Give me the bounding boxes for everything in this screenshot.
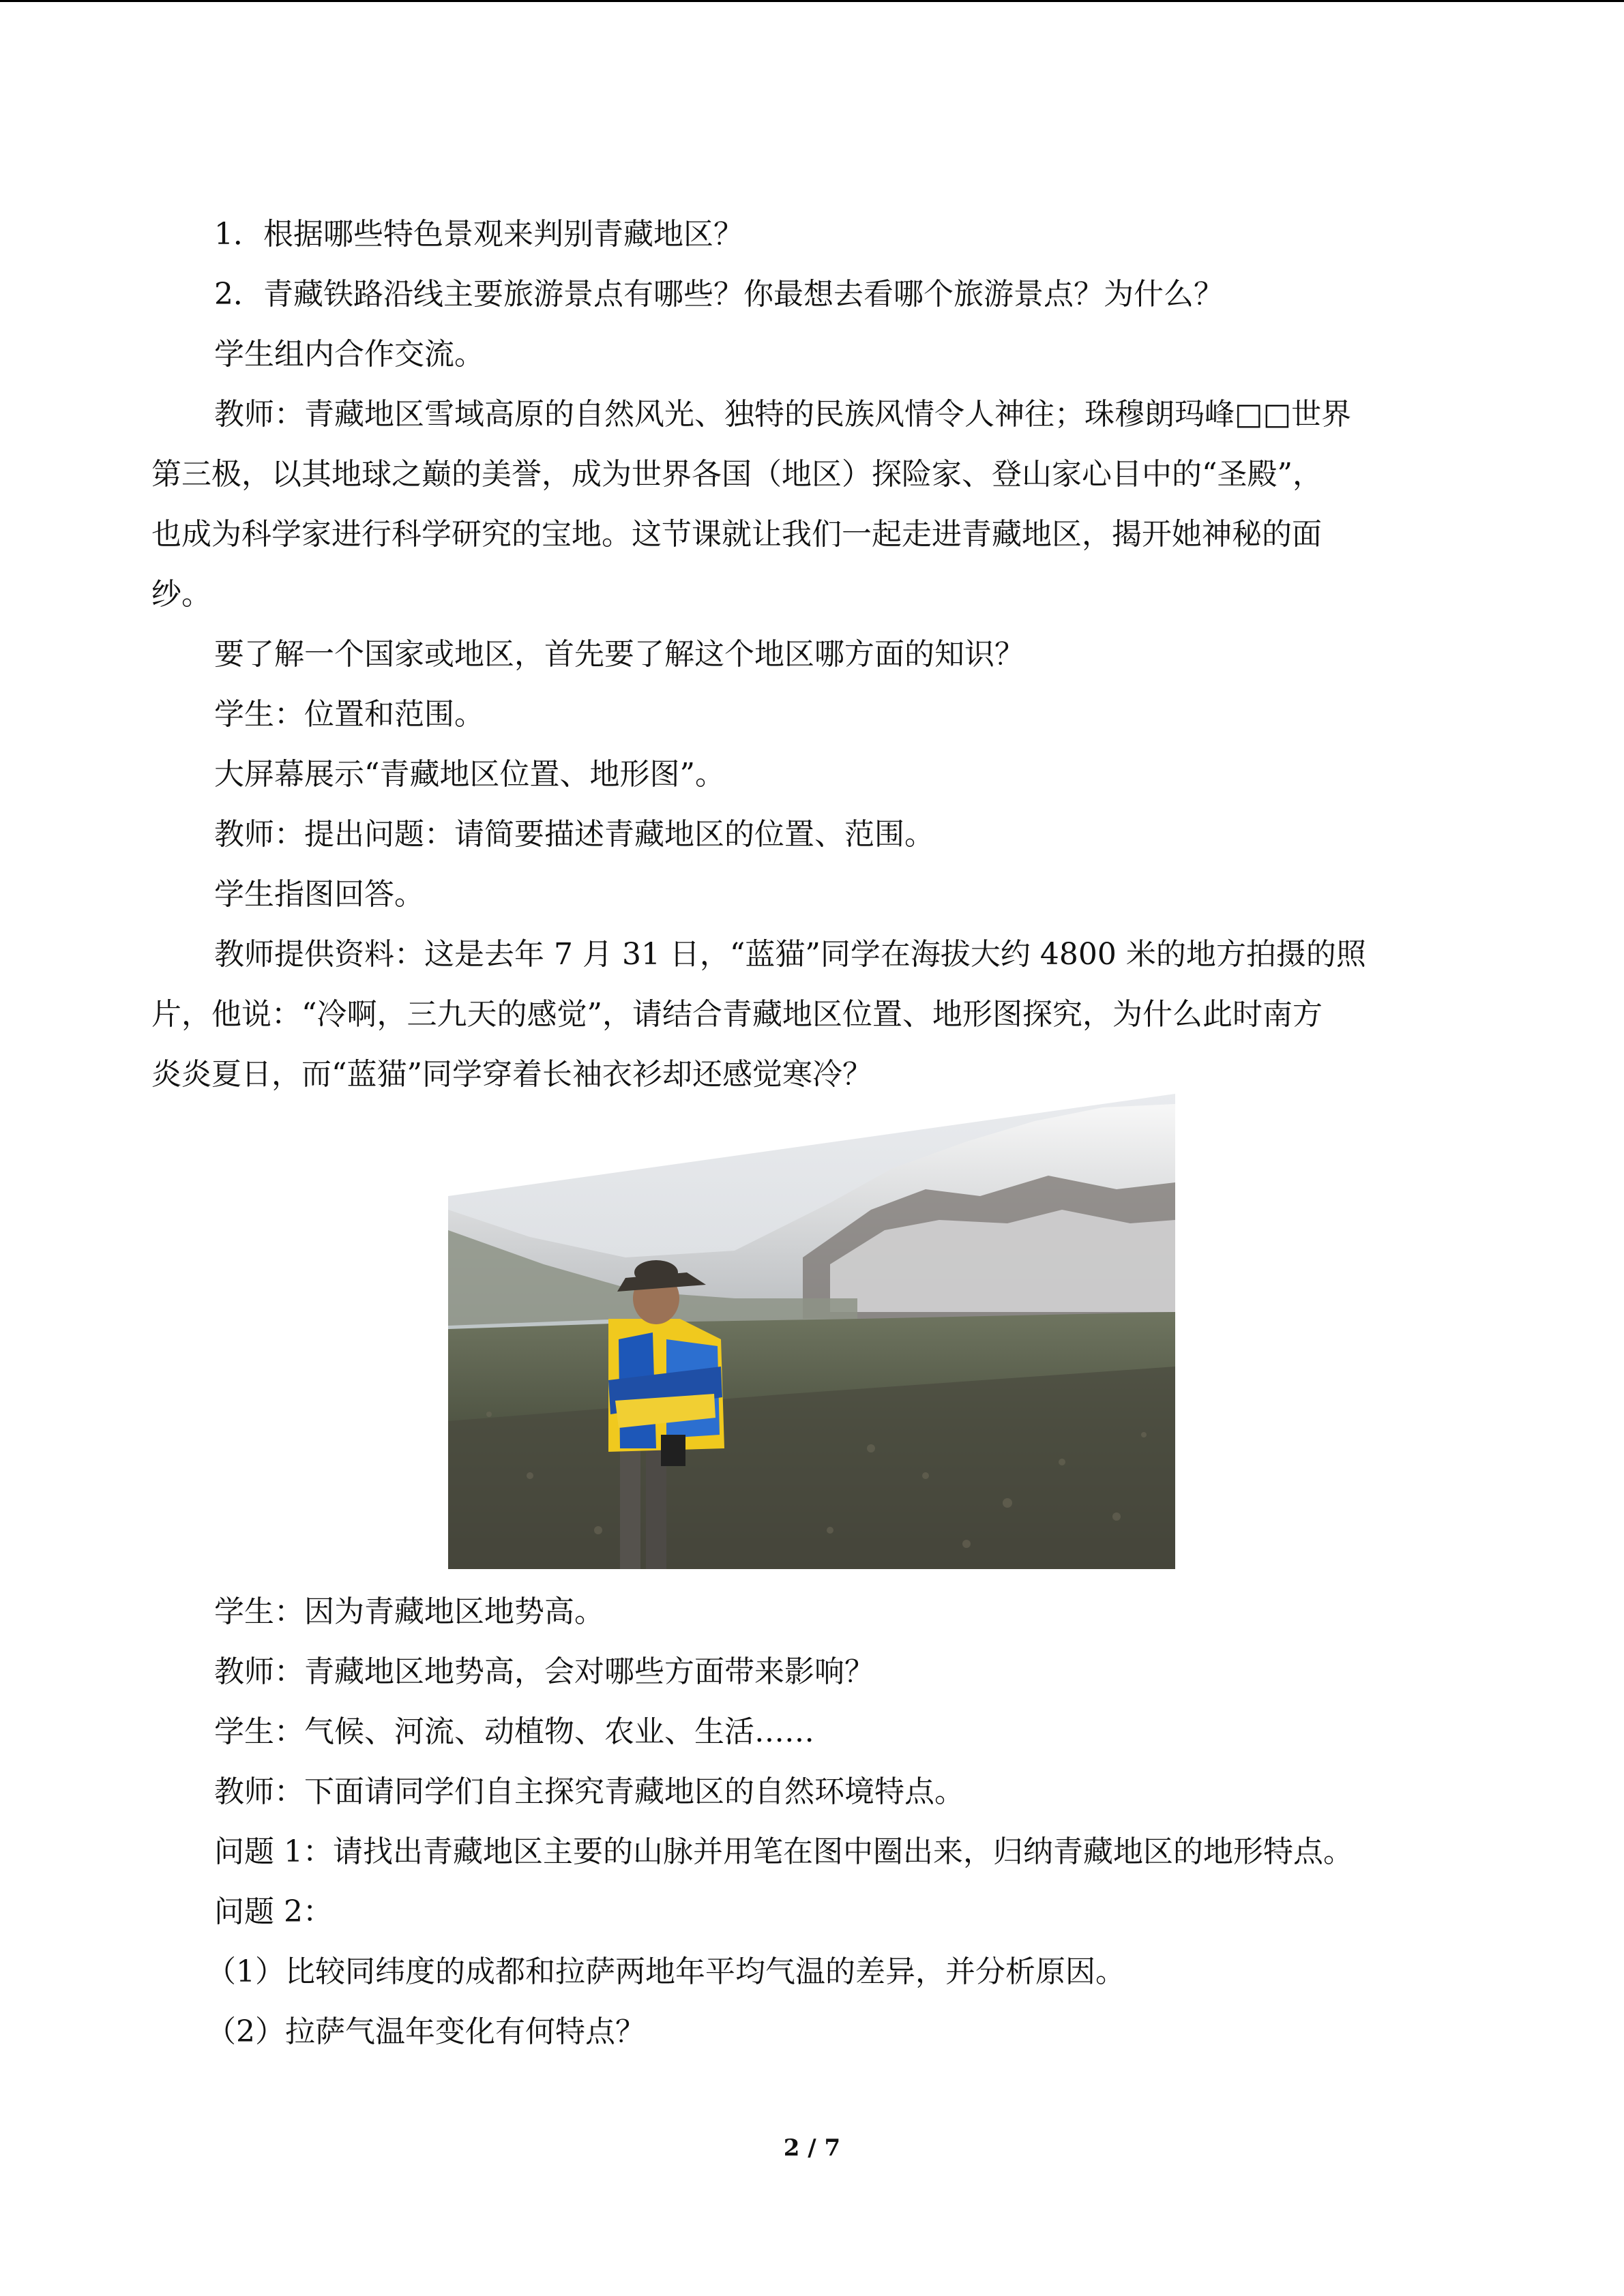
paragraph-student-answer-1: 学生：位置和范围。 [214, 697, 484, 732]
paragraph-teacher-question: 教师：提出问题：请简要描述青藏地区的位置、范围。 [214, 817, 934, 852]
paragraph-teacher-intro-line4: 纱。 [151, 577, 211, 612]
paragraph-screen-display: 大屏幕展示“青藏地区位置、地形图”。 [214, 757, 725, 792]
paragraph-problem-2: 问题 2： [214, 1894, 333, 1929]
paragraph-student-answer-3: 学生：气候、河流、动植物、农业、生活…… [214, 1714, 814, 1749]
paragraph-teacher-intro-line1 [151, 385, 1461, 445]
paragraph-teacher-intro-line3: 也成为科学家进行科学研究的宝地。这节课就让我们一起走进青藏地区，揭开她神秘的面 [151, 517, 1322, 552]
page-number: 2 / 7 [783, 2134, 841, 2162]
paragraph-teacher-material-line3: 炎炎夏日，而“蓝猫”同学穿着长袖衣衫却还感觉寒冷？ [151, 1057, 872, 1092]
paragraph-teacher-material-line2: 片，他说：“冷啊，三九天的感觉”，请结合青藏地区位置、地形图探究，为什么此时南方 [151, 997, 1323, 1032]
paragraph-teacher-intro-line2: 第三极，以其地球之巅的美誉，成为世界各国（地区）探险家、登山家心目中的“圣殿”， [151, 457, 1323, 492]
paragraph-group-discussion: 学生组内合作交流。 [214, 337, 484, 372]
paragraph-problem-2-sub2: （2）拉萨气温年变化有何特点？ [206, 2014, 645, 2049]
paragraph-teacher-material-line1: 教师提供资料：这是去年 7 月 31 日，“蓝猫”同学在海拔大约 4800 米的地方拍摄的照 [214, 937, 1366, 972]
paragraph-problem-1: 问题 1：请找出青藏地区主要的山脉并用笔在图中圈出来，归纳青藏地区的地形特点。 [214, 1834, 1353, 1869]
teacher-intro-line1-text: 教师：青藏地区雪域高原的自然风光、独特的民族风情令人神往；珠穆朗玛峰□□世界 [214, 397, 1352, 432]
tibet-plateau-photo [448, 1094, 1175, 1569]
paragraph-teacher-impact: 教师：青藏地区地势高，会对哪些方面带来影响？ [214, 1654, 874, 1689]
paragraph-student-answer-2: 学生：因为青藏地区地势高。 [214, 1594, 604, 1629]
top-border [0, 0, 1624, 2]
paragraph-student-map: 学生指图回答。 [214, 877, 424, 912]
paragraph-knowledge-question: 要了解一个国家或地区，首先要了解这个地区哪方面的知识？ [214, 637, 1024, 672]
paragraph-problem-2-sub1: （1）比较同纬度的成都和拉萨两地年平均气温的差异，并分析原因。 [206, 1954, 1125, 1989]
question-2: 2．青藏铁路沿线主要旅游景点有哪些？你最想去看哪个旅游景点？为什么？ [214, 277, 1224, 312]
question-1: 1．根据哪些特色景观来判别青藏地区？ [214, 217, 743, 252]
paragraph-teacher-explore: 教师：下面请同学们自主探究青藏地区的自然环境特点。 [214, 1774, 964, 1809]
